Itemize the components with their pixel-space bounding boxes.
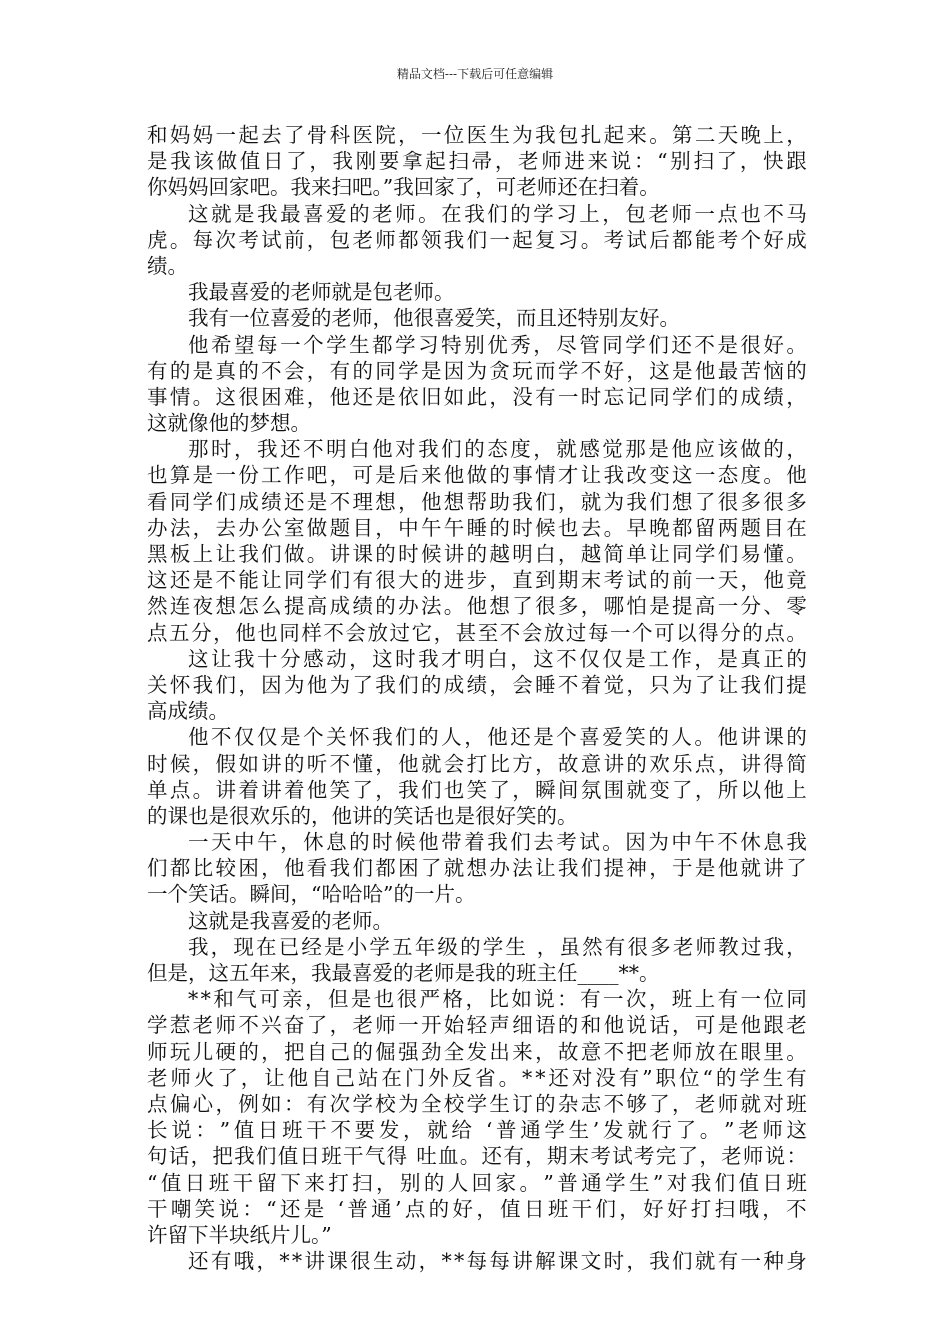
text-line: 但是，这五年来，我最喜爱的老师是我的班主任____**。: [147, 961, 660, 985]
text-line: 你妈妈回家吧。我来扫吧。”我回家了，可老师还在扫着。: [147, 175, 660, 200]
text-line: 这 就 是 我 最 喜 爱 的 老 师 。 在 我 们 的 学 习 上 ， 包 老 师 一 点 也 不 马: [188, 201, 807, 226]
text-line: 看 同 学 们 成 绩 还 是 不 理 想 ， 他 想 帮 助 我 们 ， 就 为 我 们 想 了 很 多 很 多: [147, 489, 807, 514]
text-line: 事 情 。 这 很 困 难 ， 他 还 是 依 旧 如 此 ， 没 有 一 时 忘 记 同 学 们 的 成 绩 ，: [147, 384, 807, 409]
text-line: 这 还 是 不 能 让 同 学 们 有 很 大 的 进 步 ， 直 到 期 末 考 试 的 前 一 天 ， 他 竟: [147, 568, 807, 593]
text-line: 们 都 比 较 困 ， 他 看 我 们 都 困 了 就 想 办 法 让 我 们 提 神 ， 于 是 他 就 讲 了: [147, 856, 807, 881]
text-line: 黑 板 上 让 我 们 做 。 讲 课 的 时 候 讲 的 越 明 白 ， 越 简 单 让 同 学 们 易 懂 。: [147, 542, 807, 566]
text-line: 这就是我喜爱的老师。: [188, 908, 393, 933]
text-line: 点 偏 心 ， 例 如 ： 有 次 学 校 为 全 校 学 生 订 的 杂 志 不 够 了 ， 老 师 就 对 班: [147, 1091, 807, 1116]
document-body: [147, 122, 807, 1274]
text-line: 这就像他的梦想。: [147, 411, 311, 436]
text-line: 然 连 夜 想 怎 么 提 高 成 绩 的 办 法 。 他 想 了 很 多 ， 哪 怕 是 提 高 一 分 、 零: [147, 594, 807, 619]
text-line: 有 的 是 真 的 不 会 ， 有 的 同 学 是 因 为 贪 玩 而 学 不 好 ， 这 是 他 最 苦 恼 的: [147, 358, 807, 383]
text-line: 和 妈 妈 一 起 去 了 骨 科 医 院 ， 一 位 医 生 为 我 包 扎 起 来 。 第 二 天 晚 上 ，: [147, 123, 807, 147]
text-line: 办 法 ， 去 办 公 室 做 题 目 ， 中 午 午 睡 的 时 候 也 去 。 早 晚 都 留 两 题 目 在: [147, 515, 807, 540]
text-line: 是 我 该 做 值 日 了 ， 我 刚 要 拿 起 扫 帚 ， 老 师 进 来 说 ： “ 别 扫 了 ， 快 跟: [147, 149, 807, 174]
text-line: 师 玩 儿 硬 的 ， 把 自 己 的 倔 强 劲 全 发 出 来 ， 故 意 不 把 老 师 放 在 眼 里 。: [147, 1039, 807, 1064]
text-line: * * 和 气 可 亲 ， 但 是 也 很 严 格 ， 比 如 说 ： 有 一 次 ， 班 上 有 一 位 同: [188, 987, 807, 1012]
text-line: 学 惹 老 师 不 兴 奋 了 ， 老 师 一 开 始 轻 声 细 语 的 和 他 说 话 ， 可 是 他 跟 老: [147, 1013, 807, 1038]
text-line: 我有一位喜爱的老师，他很喜爱笑，而且还特别友好。: [188, 306, 680, 331]
text-line: 虎 。 每 次 考 试 前 ， 包 老 师 都 领 我 们 一 起 复 习 。 考 试 后 都 能 考 个 好 成: [147, 227, 807, 252]
text-line: 他 不 仅 仅 是 个 关 怀 我 们 的 人 ， 他 还 是 个 喜 爱 笑 的 人 。 他 讲 课 的: [188, 725, 807, 750]
text-line: 高成绩。: [147, 699, 229, 724]
text-line: 他 希 望 每 一 个 学 生 都 学 习 特 别 优 秀 ， 尽 管 同 学 们 还 不 是 很 好 。: [188, 332, 807, 357]
text-line: 我 ， 现 在 已 经 是 小 学 五 年 级 的 学 生 ， 虽 然 有 很 多 老 师 教 过 我 ，: [188, 934, 807, 959]
text-line: 我最喜爱的老师就是包老师。: [188, 280, 455, 305]
text-line: “ 值 日 班 干 留 下 来 打 扫 ， 别 的 人 回 家 。 ” 普 通 学 生 ” 对 我 们 值 日 班: [147, 1170, 807, 1195]
text-line: 老 师 火 了 ， 让 他 自 己 站 在 门 外 反 省 。 * * 还 对 没 有 ” 职 位 “ 的 学 生 有: [147, 1065, 807, 1090]
text-line: 还 有 哦 ， * * 讲 课 很 生 动 ， * * 每 每 讲 解 课 文 时 ， 我 们 就 有 一 种 身: [188, 1249, 807, 1274]
text-line: 也 算 是 一 份 工 作 吧 ， 可 是 后 来 他 做 的 事 情 才 让 我 改 变 这 一 态 度 。 他: [147, 463, 807, 488]
text-line: 那 时 ， 我 还 不 明 白 他 对 我 们 的 态 度 ， 就 感 觉 那 是 他 应 该 做 的 ，: [188, 437, 807, 462]
text-line: 一 天 中 午 ， 休 息 的 时 候 他 带 着 我 们 去 考 试 。 因 为 中 午 不 休 息 我: [188, 830, 807, 855]
text-line: 单 点 。 讲 着 讲 着 他 笑 了 ， 我 们 也 笑 了 ， 瞬 间 氛 围 就 变 了 ， 所 以 他 上: [147, 777, 807, 802]
page-header: 精品文档---下载后可任意编辑: [396, 67, 554, 81]
text-line: 长 说 ： ” 值 日 班 干 不 要 发 ， 就 给 ‘ 普 通 学 生 ’ 发 就 行 了 。 ” 老 师 这: [147, 1118, 807, 1143]
text-line: 时 候 ， 假 如 讲 的 听 不 懂 ， 他 就 会 打 比 方 ， 故 意 讲 的 欢 乐 点 ， 讲 得 简: [147, 751, 807, 776]
text-line: 关 怀 我 们 ， 因 为 他 为 了 我 们 的 成 绩 ， 会 睡 不 着 觉 ， 只 为 了 让 我 们 提: [147, 672, 807, 697]
text-line: 干 嘲 笑 说 ： “ 还 是 ‘ 普 通 ’ 点 的 好 ， 值 日 班 干 们 ， 好 好 打 扫 哦 ， 不: [147, 1196, 807, 1221]
text-line: 句 话 ， 把 我 们 值 日 班 干 气 得 吐 血 。 还 有 ， 期 末 考 试 考 完 了 ， 老 师 说 ：: [147, 1144, 807, 1169]
text-line: 绩。: [147, 253, 188, 278]
text-line: 的课也是很欢乐的，他讲的笑话也是很好笑的。: [147, 803, 578, 828]
text-line: 点 五 分 ， 他 也 同 样 不 会 放 过 它 ， 甚 至 不 会 放 过 每 一 个 可 以 得 分 的 点 。: [147, 620, 807, 645]
text-line: 这 让 我 十 分 感 动 ， 这 时 我 才 明 白 ， 这 不 仅 仅 是 工 作 ， 是 真 正 的: [188, 646, 807, 671]
text-line: 许留下半块纸片儿。”: [147, 1222, 332, 1247]
text-line: 一个笑话。瞬间，“哈哈哈”的一片。: [147, 882, 476, 907]
